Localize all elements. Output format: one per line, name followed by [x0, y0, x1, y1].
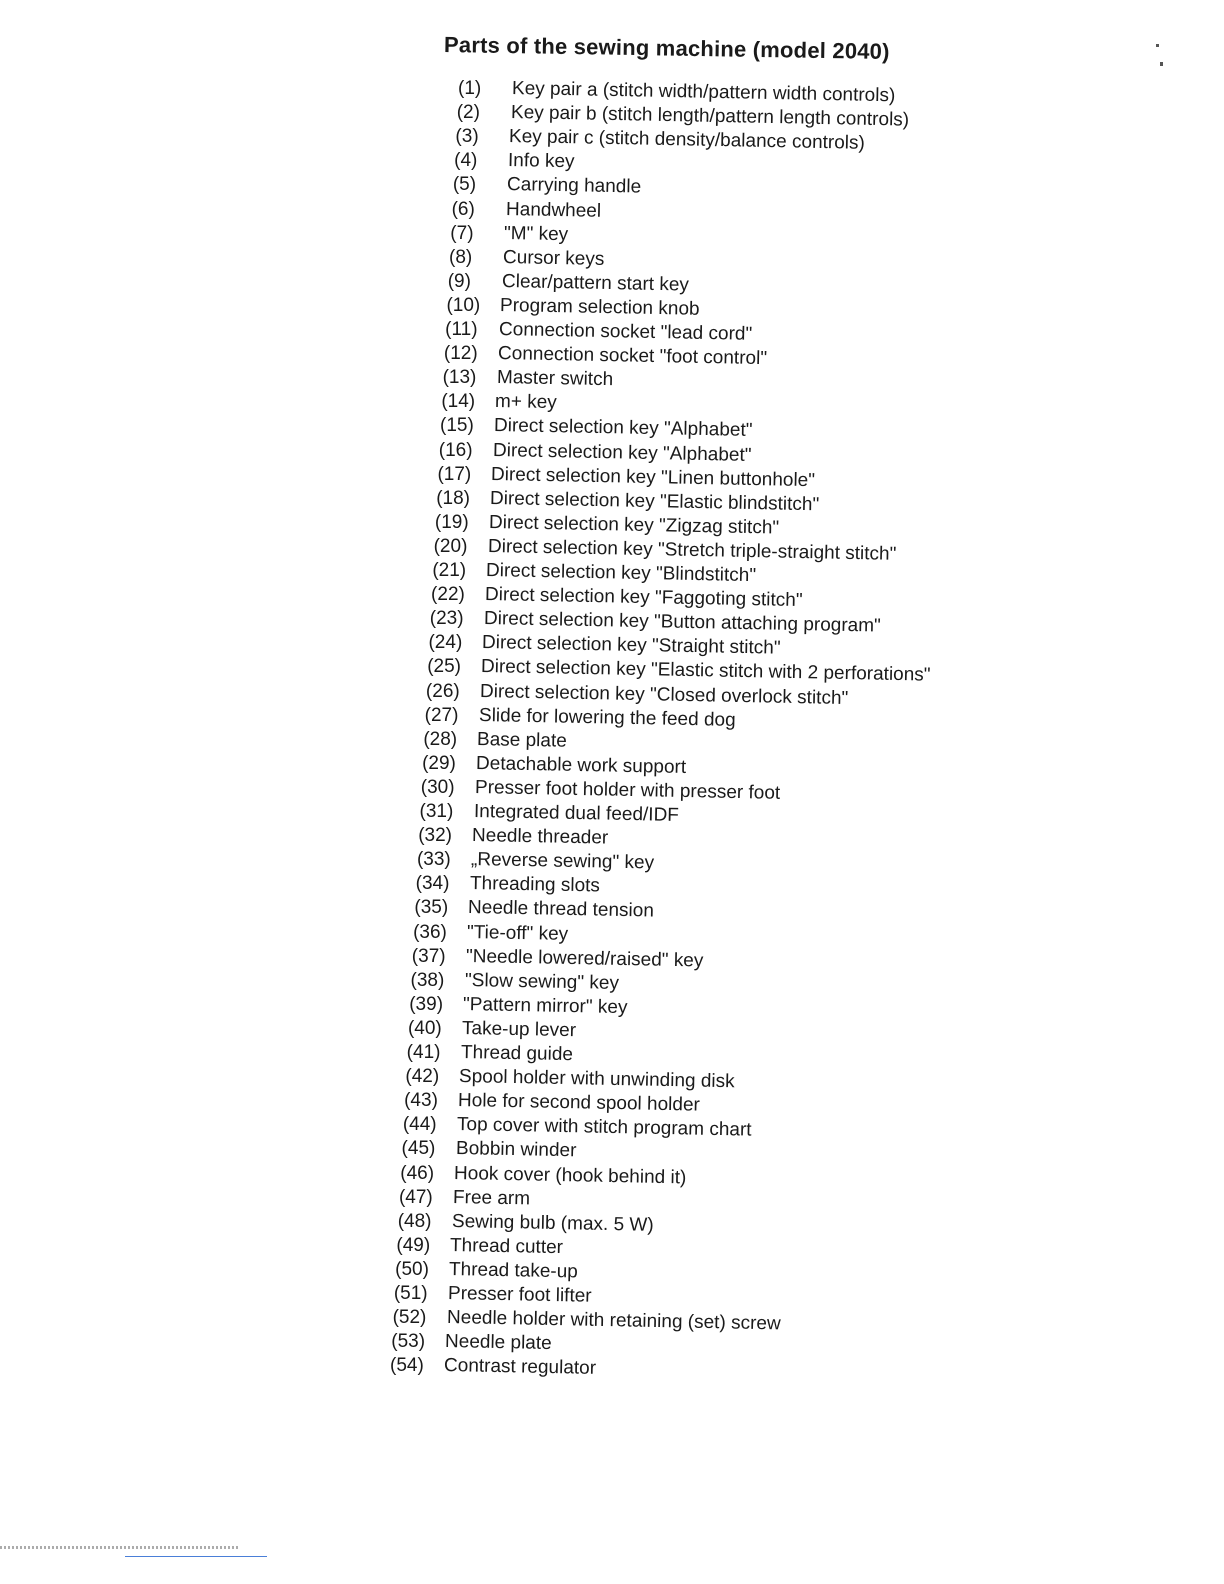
part-number: (15): [440, 415, 474, 437]
part-number: (46): [400, 1162, 435, 1184]
part-number: (14): [441, 391, 476, 413]
scan-speck: [1156, 44, 1159, 47]
part-label: Direct selection key "Alphabet": [493, 415, 753, 442]
part-number: (25): [427, 656, 461, 678]
part-label: Bobbin winder: [455, 1138, 577, 1162]
part-label: "Pattern mirror" key: [463, 993, 628, 1018]
part-number: (41): [406, 1042, 441, 1063]
part-label: Key pair a (stitch width/pattern width controls): [511, 78, 896, 107]
part-number: (13): [442, 367, 477, 389]
part-label: Hole for second spool holder: [457, 1090, 701, 1116]
part-number: (9): [447, 270, 471, 292]
part-label: Direct selection key "Faggoting stitch": [484, 584, 803, 612]
part-label: Carrying handle: [506, 174, 642, 198]
part-label: Direct selection key "Zigzag stitch": [488, 511, 780, 539]
part-number: (26): [425, 680, 460, 702]
part-label: Slide for lowering the feed dog: [478, 704, 736, 731]
part-number: (51): [393, 1283, 428, 1304]
part-number: (7): [450, 222, 474, 244]
part-number: (27): [424, 704, 459, 726]
part-label: "Slow sewing" key: [464, 969, 619, 994]
part-label: Threading slots: [469, 873, 600, 897]
part-number: (35): [414, 897, 449, 919]
part-number: (52): [392, 1307, 427, 1329]
part-label: Clear/pattern start key: [501, 270, 689, 296]
part-number: (8): [449, 246, 473, 268]
part-label: Free arm: [452, 1186, 531, 1210]
part-number: (45): [401, 1138, 436, 1160]
part-label: Presser foot holder with presser foot: [474, 776, 781, 804]
part-number: (37): [411, 945, 446, 967]
part-number: (16): [438, 439, 473, 461]
part-label: Sewing bulb (max. 5 W): [451, 1210, 654, 1236]
part-number: (11): [445, 319, 478, 340]
part-number: (42): [405, 1066, 440, 1088]
part-label: Key pair c (stitch density/balance controls): [509, 126, 866, 155]
part-label: "M" key: [504, 222, 569, 245]
part-label: Take-up lever: [461, 1017, 577, 1042]
part-number: (48): [397, 1210, 432, 1232]
part-label: Presser foot lifter: [447, 1283, 592, 1307]
part-number: (38): [410, 969, 445, 991]
part-label: Direct selection key "Stretch triple-straight stitch": [487, 535, 897, 565]
part-label: Handwheel: [505, 198, 601, 222]
part-label: Base plate: [477, 728, 568, 752]
part-number: (6): [451, 198, 475, 220]
part-number: (28): [423, 728, 458, 750]
part-number: (12): [443, 343, 478, 365]
part-label: Info key: [507, 150, 575, 173]
part-label: Connection socket "foot control": [497, 343, 768, 370]
part-number: (10): [446, 294, 481, 316]
part-number: (39): [409, 993, 444, 1015]
part-label: Direct selection key "Blindstitch": [486, 560, 757, 587]
part-number: (50): [395, 1258, 429, 1280]
part-number: (33): [416, 849, 451, 871]
part-label: Key pair b (stitch length/pattern length controls): [510, 102, 909, 131]
part-number: (5): [452, 174, 477, 196]
part-label: Spool holder with unwinding disk: [459, 1066, 736, 1093]
part-label: m+ key: [495, 391, 558, 414]
part-number: (3): [455, 126, 479, 148]
part-number: (36): [413, 921, 447, 943]
part-label: Hook cover (hook behind it): [454, 1162, 687, 1188]
part-number: (34): [415, 873, 450, 895]
part-label: Integrated dual feed/IDF: [473, 801, 679, 826]
part-label: Direct selection key "Button attaching program": [483, 608, 881, 637]
scan-speck: [1160, 62, 1163, 66]
part-label: Direct selection key "Elastic blindstitch": [489, 487, 820, 516]
part-number: (20): [433, 535, 468, 557]
part-number: (30): [420, 776, 455, 798]
part-label: Contrast regulator: [443, 1355, 597, 1380]
part-label: Needle plate: [445, 1331, 553, 1355]
part-number: (43): [404, 1090, 438, 1112]
part-number: (17): [437, 463, 472, 485]
part-number: (24): [428, 632, 463, 654]
part-number: (32): [418, 825, 453, 847]
page-title: Parts of the sewing machine (model 2040): [443, 32, 890, 64]
part-label: Needle threader: [472, 825, 609, 849]
part-label: Program selection knob: [500, 294, 701, 320]
part-label: "Tie-off" key: [466, 921, 569, 945]
part-number: (21): [432, 560, 467, 581]
part-number: (53): [391, 1331, 426, 1353]
part-number: (22): [431, 584, 465, 606]
part-number: (29): [422, 752, 456, 774]
part-label: Needle holder with retaining (set) screw: [446, 1307, 781, 1335]
part-label: Direct selection key "Linen buttonhole": [491, 463, 816, 491]
part-number: (49): [396, 1234, 431, 1256]
part-number: (47): [398, 1186, 433, 1208]
part-label: Direct selection key "Elastic stitch with 2 perforations": [481, 656, 931, 687]
part-number: (54): [390, 1355, 424, 1377]
part-label: Top cover with stitch program chart: [456, 1114, 752, 1141]
part-label: Connection socket "lead cord": [498, 319, 753, 345]
part-number: (44): [402, 1114, 437, 1136]
part-number: (31): [419, 801, 454, 822]
part-label: Thread cutter: [450, 1234, 564, 1258]
part-number: (23): [429, 608, 464, 630]
part-label: Thread take-up: [448, 1258, 579, 1283]
scan-edge-artifact: [0, 1546, 240, 1549]
part-label: Thread guide: [460, 1042, 573, 1066]
part-label: Master switch: [496, 367, 613, 391]
part-number: (18): [436, 487, 470, 509]
part-number: (40): [407, 1017, 442, 1039]
part-label: „Reverse sewing" key: [470, 849, 655, 874]
part-number: (4): [454, 150, 478, 172]
part-number: (1): [458, 78, 482, 99]
part-label: "Needle lowered/raised" key: [465, 945, 704, 972]
part-label: Detachable work support: [475, 752, 687, 778]
part-label: Direct selection key "Alphabet": [492, 439, 752, 466]
part-label: Direct selection key "Straight stitch": [482, 632, 782, 660]
part-label: Cursor keys: [502, 246, 605, 270]
part-number: (2): [456, 102, 480, 124]
part-label: Needle thread tension: [468, 897, 655, 922]
part-number: (19): [434, 511, 469, 533]
scan-edge-line: [125, 1556, 267, 1557]
part-label: Direct selection key "Closed overlock stitch": [479, 680, 849, 709]
